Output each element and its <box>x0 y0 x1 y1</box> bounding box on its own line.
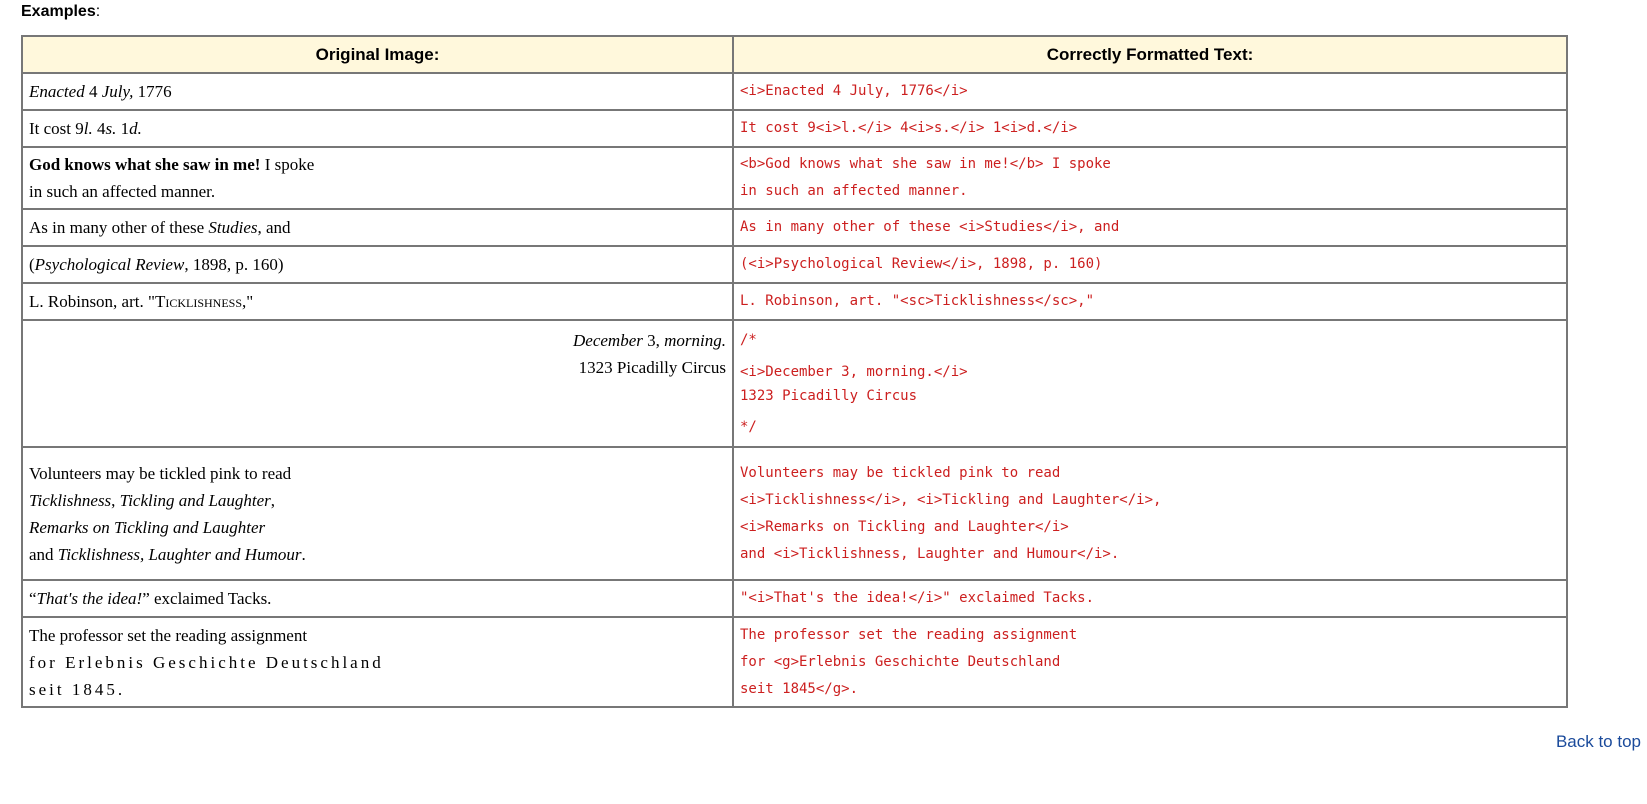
formatted-line: It cost 9<i>l.</i> 4<i>s.</i> 1<i>d.</i> <box>740 120 1078 136</box>
formatted-cell <box>733 209 1567 246</box>
formatted-line: (<i>Psychological Review</i>, 1898, p. 160) <box>740 256 1103 272</box>
formatted-line: */ <box>740 419 757 435</box>
orig-italic: s. <box>105 119 117 138</box>
orig-line <box>29 151 726 178</box>
formatted-line: L. Robinson, art. "<sc>Ticklishness</sc>," <box>740 293 1095 309</box>
examples-table <box>21 35 1568 708</box>
orig-text: I spoke <box>260 155 315 174</box>
original-cell <box>22 73 733 110</box>
orig-italic: morning. <box>664 331 726 350</box>
orig-text: 3, <box>642 331 665 350</box>
orig-spaced-line: seit 1845. <box>29 679 126 699</box>
original-cell <box>22 580 733 617</box>
table-row <box>22 447 1567 580</box>
examples-heading-colon: : <box>95 3 101 20</box>
formatted-cell <box>733 320 1567 447</box>
orig-small-caps: Ticklishness <box>154 292 242 311</box>
orig-italic: Ticklishness <box>29 490 112 510</box>
formatted-cell <box>733 617 1567 707</box>
orig-text: ” exclaimed Tacks. <box>142 589 272 608</box>
orig-line: The professor set the reading assignment <box>29 625 308 645</box>
original-cell <box>22 320 733 447</box>
formatted-line: for <g>Erlebnis Geschichte Deutschland <box>740 653 1061 670</box>
orig-text: , <box>111 490 120 510</box>
orig-line: Volunteers may be tickled pink to read <box>29 463 292 483</box>
original-cell <box>22 617 733 707</box>
orig-line: in such an affected manner. <box>29 182 216 201</box>
original-cell <box>22 209 733 246</box>
formatted-line: 1323 Picadilly Circus <box>740 388 918 404</box>
table-row <box>22 283 1567 320</box>
orig-italic: Psychological Review <box>34 255 185 274</box>
orig-text: . <box>301 544 306 564</box>
formatted-line: and <i>Ticklishness, Laughter and Humour</i>. <box>740 545 1120 562</box>
examples-heading <box>21 3 100 21</box>
formatted-cell <box>733 73 1567 110</box>
table-row <box>22 580 1567 617</box>
orig-spaced-text: Erlebnis Geschichte Deutschland <box>65 652 384 672</box>
column-header-original: Original Image: <box>22 36 733 73</box>
original-cell <box>22 283 733 320</box>
orig-text: ," <box>242 292 254 311</box>
formatted-line: Volunteers may be tickled pink to read <box>740 464 1061 481</box>
orig-text: 4 <box>92 119 106 138</box>
formatted-line: seit 1845</g>. <box>740 680 859 697</box>
orig-italic: l. <box>83 119 93 138</box>
formatted-cell <box>733 246 1567 283</box>
orig-italic: d. <box>129 119 142 138</box>
orig-line <box>29 649 726 676</box>
orig-text: , and <box>257 218 291 237</box>
formatted-cell <box>733 147 1567 209</box>
orig-text: 1776 <box>133 82 172 101</box>
column-header-formatted: Correctly Formatted Text: <box>733 36 1567 73</box>
formatted-line: <i>Remarks on Tickling and Laughter</i> <box>740 518 1069 535</box>
formatted-line: <b>God knows what she saw in me!</b> I spoke <box>740 156 1111 172</box>
original-cell <box>22 447 733 580</box>
orig-text: 4 <box>84 82 102 101</box>
table-row <box>22 147 1567 209</box>
orig-italic: Remarks on Tickling and Laughter <box>29 517 266 537</box>
formatted-cell <box>733 447 1567 580</box>
orig-italic: Ticklishness, Laughter and Humour <box>57 544 302 564</box>
formatted-line: <i>Ticklishness</i>, <i>Tickling and Laughter</i>, <box>740 491 1162 508</box>
formatted-line: The professor set the reading assignment <box>740 626 1078 643</box>
table-row <box>22 73 1567 110</box>
orig-text: and <box>29 544 58 564</box>
formatted-line: in such an affected manner. <box>740 183 968 199</box>
orig-text: , <box>270 490 276 510</box>
table-row <box>22 110 1567 147</box>
orig-italic: Tickling and Laughter <box>119 490 271 510</box>
orig-italic: December <box>573 331 643 350</box>
orig-text: 1 <box>116 119 130 138</box>
formatted-cell <box>733 283 1567 320</box>
orig-line: 1323 Picadilly Circus <box>578 358 726 377</box>
formatted-line: <i>Enacted 4 July, 1776</i> <box>740 83 968 99</box>
examples-heading-label: Examples <box>21 3 96 20</box>
orig-text: It cost 9 <box>29 119 84 138</box>
formatted-line: /* <box>740 332 757 348</box>
formatted-cell <box>733 580 1567 617</box>
orig-text: , 1898, p. 160) <box>184 255 284 274</box>
orig-line <box>29 327 726 354</box>
orig-text: for <box>29 652 66 672</box>
formatted-line: "<i>That's the idea!</i>" exclaimed Tacks. <box>740 590 1095 606</box>
orig-line <box>29 514 726 541</box>
table-row <box>22 209 1567 246</box>
formatted-line: As in many other of these <i>Studies</i>, and <box>740 219 1120 235</box>
original-cell <box>22 147 733 209</box>
orig-text: “ <box>29 589 37 608</box>
orig-text: ( <box>29 255 35 274</box>
orig-line <box>29 541 726 568</box>
orig-text: L. Robinson, art. " <box>29 292 155 311</box>
original-cell <box>22 110 733 147</box>
back-to-top-link[interactable]: Back to top <box>1555 732 1641 751</box>
orig-italic: Enacted <box>29 82 85 101</box>
table-row <box>22 320 1567 447</box>
orig-italic: July, <box>101 82 134 101</box>
formatted-line: <i>December 3, morning.</i> <box>740 364 968 380</box>
table-row <box>22 617 1567 707</box>
table-header-row <box>22 36 1567 73</box>
original-cell <box>22 246 733 283</box>
orig-italic: Studies <box>208 218 258 237</box>
table-row <box>22 246 1567 283</box>
orig-text: As in many other of these <box>29 218 209 237</box>
orig-bold: God knows what she saw in me! <box>29 155 261 174</box>
orig-italic: That's the idea! <box>36 589 143 608</box>
orig-line <box>29 487 726 514</box>
formatted-cell <box>733 110 1567 147</box>
